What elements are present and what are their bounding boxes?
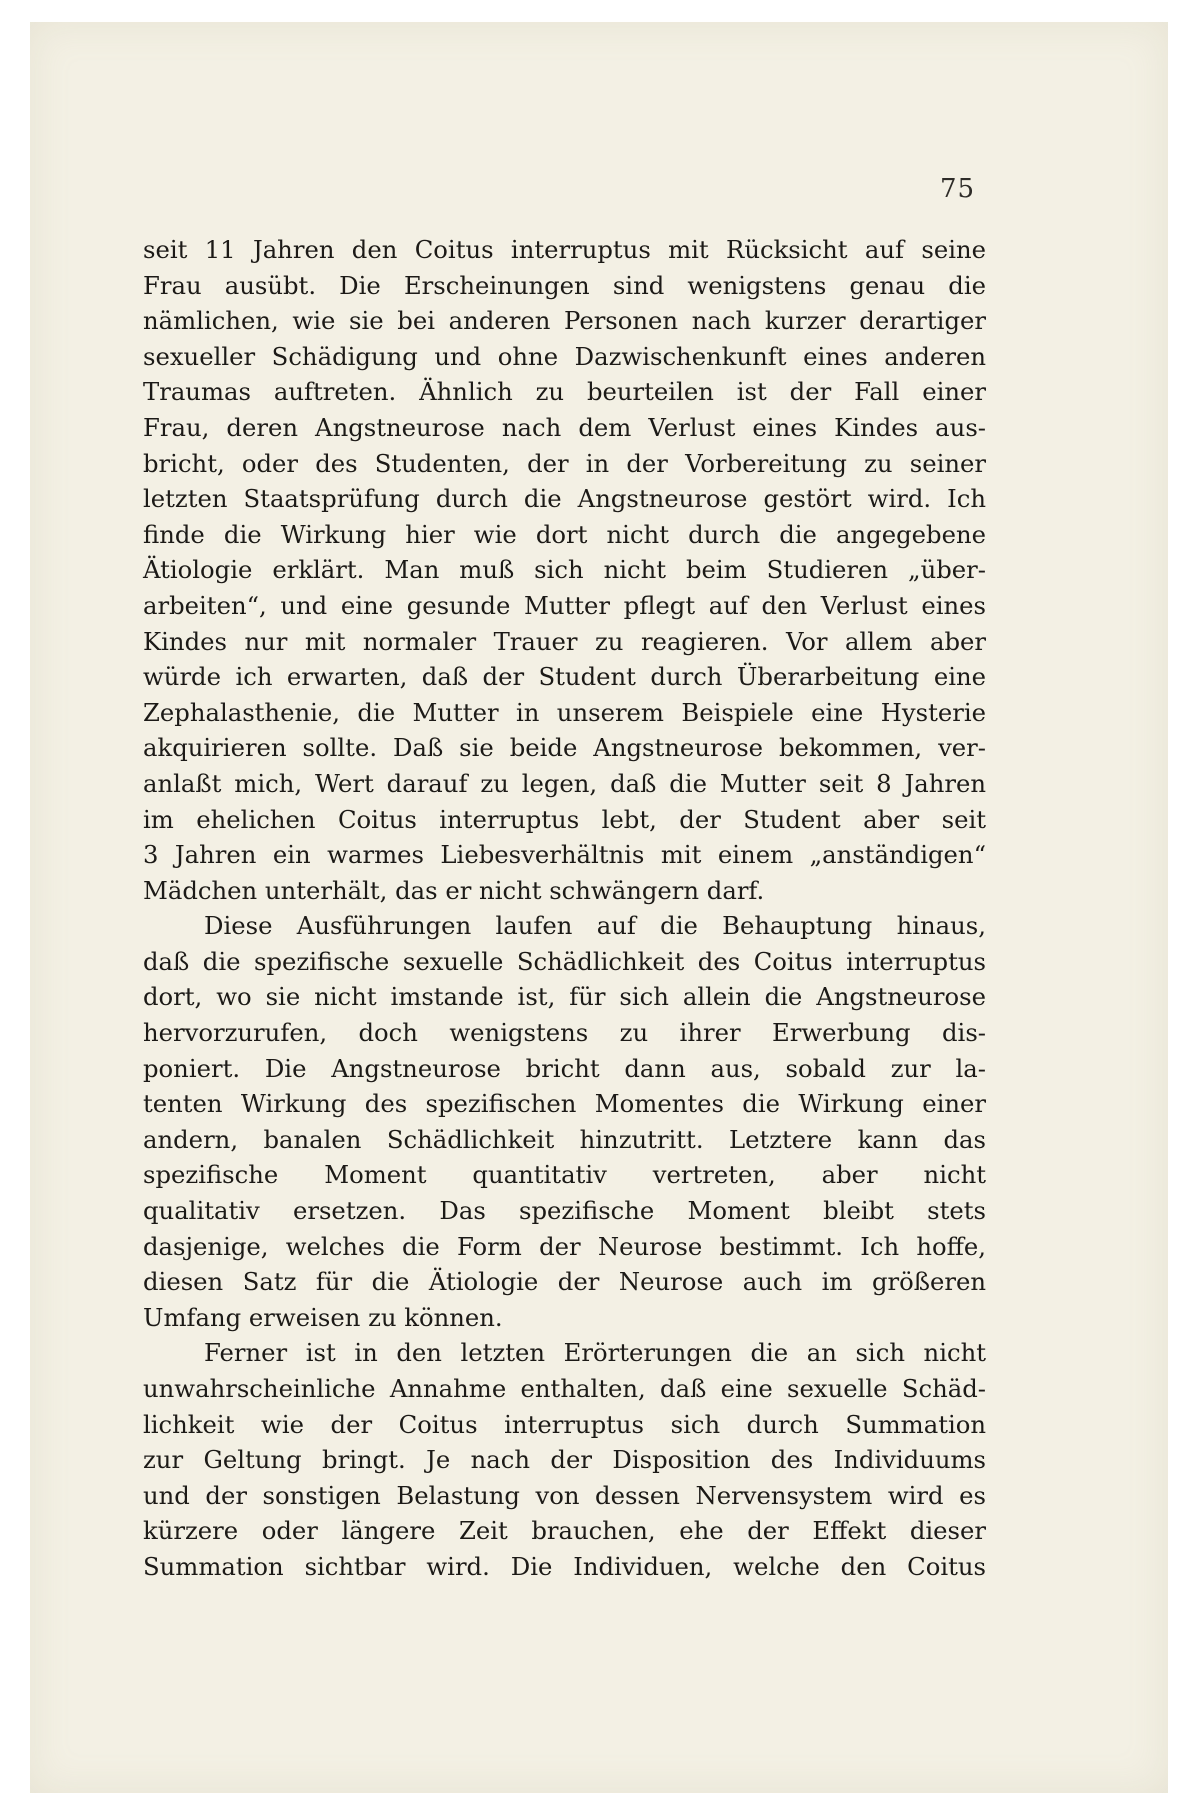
text-line: Ätiologie erklärt. Man muß sich nicht beim Studieren „über- (143, 555, 986, 585)
text-line: dasjenige, welches die Form der Neurose bestimmt. Ich hoffe, (143, 1231, 986, 1261)
text-line: dort, wo sie nicht imstande ist, für sich allein die Angstneurose (143, 982, 986, 1012)
text-line: daß die spezifische sexuelle Schädlichkeit des Coitus interruptus (143, 946, 986, 976)
text-line: Frau, deren Angstneurose nach dem Verlust eines Kindes aus- (143, 412, 986, 442)
text-line: arbeiten“, und eine gesunde Mutter pflegt auf den Verlust eines (143, 590, 986, 620)
text-line: tenten Wirkung des spezifischen Momentes die Wirkung einer (143, 1089, 986, 1119)
book-page (30, 22, 1168, 1793)
text-line: anlaßt mich, Wert darauf zu legen, daß die Mutter seit 8 Jahren (143, 768, 986, 798)
text-line: andern, banalen Schädlichkeit hinzutritt. Letztere kann das (143, 1124, 986, 1154)
text-line: diesen Satz für die Ätiologie der Neurose auch im größeren (143, 1267, 986, 1297)
text-line: nämlichen, wie sie bei anderen Personen nach kurzer derartiger (143, 306, 986, 336)
text-line: qualitativ ersetzen. Das spezifische Moment bleibt stets (143, 1196, 986, 1226)
text-line: und der sonstigen Belastung von dessen Nervensystem wird es (143, 1480, 986, 1510)
text-line: Diese Ausführungen laufen auf die Behauptung hinaus, (204, 911, 986, 941)
text-line: 3 Jahren ein warmes Liebesverhältnis mit einem „anständigen“ (143, 840, 986, 870)
text-line: Summation sichtbar wird. Die Individuen, welche den Coitus (143, 1551, 986, 1581)
text-line: seit 11 Jahren den Coitus interruptus mit Rücksicht auf seine (143, 235, 986, 264)
text-line: lichkeit wie der Coitus interruptus sich durch Summation (143, 1409, 986, 1439)
text-line: poniert. Die Angstneurose bricht dann aus, sobald zur la- (143, 1053, 986, 1083)
text-line: Umfang erweisen zu können. (143, 1302, 503, 1332)
text-line: unwahrscheinliche Annahme enthalten, daß eine sexuelle Schäd- (143, 1374, 986, 1403)
text-line: zur Geltung bringt. Je nach der Disposition des Individuums (143, 1445, 986, 1475)
text-line: hervorzurufen, doch wenigstens zu ihrer Erwerbung dis- (143, 1018, 986, 1048)
body-text (143, 232, 986, 1585)
text-line: Zephalasthenie, die Mutter in unserem Beispiele eine Hysterie (143, 697, 986, 727)
text-line: Traumas auftreten. Ähnlich zu beurteilen ist der Fall einer (143, 377, 986, 407)
text-line: finde die Wirkung hier wie dort nicht durch die angegebene (143, 519, 986, 549)
text-line: Ferner ist in den letzten Erörterungen die an sich nicht (204, 1338, 986, 1368)
text-line: sexueller Schädigung und ohne Dazwischenkunft eines anderen (143, 341, 986, 371)
text-line: Mädchen unterhält, das er nicht schwängern darf. (143, 875, 765, 905)
text-line: spezifische Moment quantitativ vertreten, aber nicht (143, 1160, 986, 1190)
text-line: Kindes nur mit normaler Trauer zu reagieren. Vor allem aber (143, 626, 986, 656)
text-line: würde ich erwarten, daß der Student durch Überarbeitung eine (143, 662, 986, 692)
text-line: letzten Staatsprüfung durch die Angstneurose gestört wird. Ich (143, 484, 986, 514)
text-line: bricht, oder des Studenten, der in der Vorbereitung zu seiner (143, 448, 986, 478)
text-line: Frau ausübt. Die Erscheinungen sind wenigstens genau die (143, 270, 986, 300)
text-line: im ehelichen Coitus interruptus lebt, der Student aber seit (143, 804, 986, 834)
text-line: kürzere oder längere Zeit brauchen, ehe der Effekt dieser (143, 1516, 986, 1546)
text-line: akquirieren sollte. Daß sie beide Angstneurose bekommen, ver- (143, 733, 986, 763)
page-number: 75 (940, 174, 976, 204)
